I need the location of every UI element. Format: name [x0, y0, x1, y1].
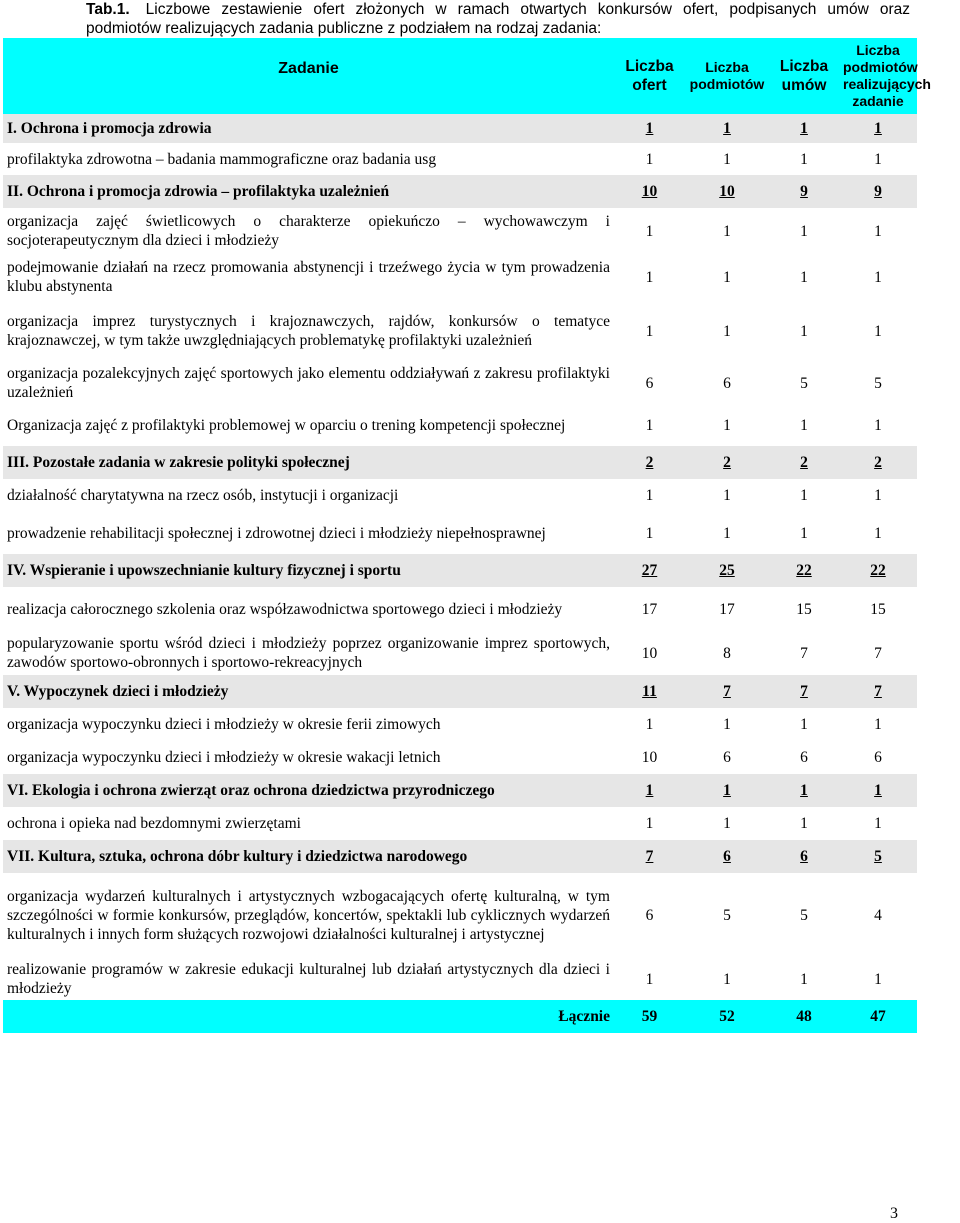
entities-count: 1 [723, 524, 731, 542]
implementing-count: 1 [874, 815, 882, 832]
header-row [3, 38, 917, 114]
table-title: Liczbowe zestawienie ofert złożonych w ramach otwartych konkursów ofert, podpisanych umów oraz podmiotów realizujących zadania publiczne z podziałem na rodzaj zadania: [86, 1, 910, 37]
task-label: organizacja pozalekcyjnych zajęć sportowych jako elementu oddziaływań z zakresu profilaktyki uzależnień [7, 365, 610, 401]
category-row [3, 175, 917, 208]
entities-count: 1 [723, 487, 731, 504]
contracts-count: 1 [800, 815, 808, 832]
total-row [3, 1000, 917, 1033]
contracts-count: 1 [800, 970, 808, 988]
category-row [3, 675, 917, 708]
offers-count: 11 [614, 675, 685, 708]
total-label: Łącznie [3, 1000, 614, 1033]
category-row [3, 840, 917, 873]
offers-count: 1 [645, 416, 654, 434]
entities-count: 7 [685, 675, 769, 708]
table-number: Tab.1. [86, 1, 130, 18]
category-row [3, 114, 917, 143]
task-label: organizacja imprez turystycznych i krajoznawczych, rajdów, konkursów o tematyce krajoznawczej, w tym także uwzględniających problematykę profilaktyki uzależnień [7, 313, 610, 349]
offers-count: 1 [645, 970, 654, 988]
offers-count: 1 [645, 716, 654, 733]
implementing-count: 1 [839, 774, 917, 807]
implementing-count: 1 [839, 114, 917, 143]
contracts-count: 9 [769, 175, 839, 208]
offers-count: 1 [645, 487, 654, 504]
task-label: realizowanie programów w zakresie edukacji kulturalnej lub działań artystycznych dla dzieci i młodzieży [7, 961, 610, 997]
task-label: Organizacja zajęć z profilaktyki problemowej w oparciu o trening kompetencji społecznej [7, 416, 566, 434]
implementing-count: 6 [874, 749, 882, 766]
category-label: IV. Wspieranie i upowszechnianie kultury fizycznej i sportu [3, 554, 614, 587]
task-label: organizacja wypoczynku dzieci i młodzieży w okresie wakacji letnich [7, 749, 441, 766]
task-label: podejmowanie działań na rzecz promowania abstynencji i trzeźwego życia w tym prowadzenia klubu abstynenta [7, 259, 610, 295]
task-row [3, 958, 917, 1000]
task-row [3, 300, 917, 362]
entities-count: 1 [723, 222, 731, 240]
contracts-count: 7 [769, 675, 839, 708]
header-task: Zadanie [3, 38, 614, 114]
total-entities: 52 [685, 1000, 769, 1033]
implementing-count: 7 [839, 675, 917, 708]
implementing-count: 1 [874, 716, 882, 733]
total-implementing: 47 [839, 1000, 917, 1033]
task-label: organizacja wydarzeń kulturalnych i artystycznych wzbogacających ofertę kulturalną, w tym szczególności w formie konkursów, przeglądów, koncertów, spektakli lub cyklicznych wydarzeń kulturalnych i innych form służących rozwojowi działalności kulturalnej i artystycznej [7, 888, 610, 943]
task-label: organizacja zajęć świetlicowych o charakterze opiekuńczo – wychowawczym i socjoterapeutycznym dla dzieci i młodzieży [7, 213, 610, 249]
task-label: popularyzowanie sportu wśród dzieci i młodzieży poprzez organizowanie imprez sportowych, zawodów sportowo-obronnych i sportowo-rekreacyjnych [7, 635, 610, 671]
category-row [3, 446, 917, 479]
task-row [3, 741, 917, 774]
entities-count: 6 [723, 374, 731, 392]
implementing-count: 1 [874, 524, 882, 542]
task-row [3, 362, 917, 404]
implementing-count: 22 [839, 554, 917, 587]
contracts-count: 6 [769, 840, 839, 873]
offers-count: 6 [645, 374, 654, 392]
implementing-count: 1 [874, 416, 882, 434]
task-label: ochrona i opieka nad bezdomnymi zwierzętami [7, 815, 301, 832]
entities-count: 1 [723, 815, 731, 832]
entities-count: 1 [723, 268, 731, 286]
offers-count: 10 [641, 749, 658, 766]
entities-count: 1 [723, 716, 731, 733]
category-label: VII. Kultura, sztuka, ochrona dóbr kultury i dziedzictwa narodowego [3, 840, 614, 873]
offers-count: 6 [645, 907, 654, 924]
page-number: 3 [890, 1205, 898, 1222]
contracts-count: 1 [800, 416, 808, 434]
entities-count: 6 [723, 749, 731, 766]
contracts-count: 15 [796, 600, 812, 618]
entities-count: 2 [685, 446, 769, 479]
offers-count: 1 [645, 268, 654, 286]
contracts-count: 1 [769, 774, 839, 807]
entities-count: 8 [723, 644, 731, 662]
offers-count: 1 [645, 150, 654, 168]
contracts-count: 1 [800, 487, 808, 504]
task-row [3, 631, 917, 675]
implementing-count: 5 [874, 374, 882, 392]
contracts-count: 5 [800, 374, 808, 392]
offers-count: 7 [614, 840, 685, 873]
entities-count: 5 [723, 907, 731, 924]
entities-count: 1 [723, 322, 731, 340]
offers-count: 17 [641, 600, 658, 618]
contracts-count: 7 [800, 644, 808, 662]
entities-count: 1 [723, 150, 731, 168]
category-label: VI. Ekologia i ochrona zwierząt oraz ochrona dziedzictwa przyrodniczego [3, 774, 614, 807]
header-offers: Liczba ofert [614, 38, 685, 114]
contracts-count: 22 [769, 554, 839, 587]
task-row [3, 479, 917, 512]
entities-count: 25 [685, 554, 769, 587]
implementing-count: 1 [874, 268, 882, 286]
implementing-count: 2 [839, 446, 917, 479]
summary-table [3, 38, 931, 1033]
entities-count: 1 [685, 774, 769, 807]
contracts-count: 1 [800, 150, 808, 168]
implementing-count: 1 [874, 487, 882, 504]
task-row [3, 208, 917, 254]
entities-count: 1 [685, 114, 769, 143]
contracts-count: 1 [769, 114, 839, 143]
entities-count: 1 [723, 416, 731, 434]
task-row [3, 254, 917, 300]
contracts-count: 1 [800, 524, 808, 542]
task-label: prowadzenie rehabilitacji społecznej i zdrowotnej dzieci i młodzieży niepełnosprawnej [7, 524, 546, 542]
entities-count: 10 [685, 175, 769, 208]
task-row [3, 143, 917, 175]
contracts-count: 1 [800, 268, 808, 286]
category-row [3, 774, 917, 807]
task-label: realizacja całorocznego szkolenia oraz współzawodnictwa sportowego dzieci i młodzieży [7, 600, 563, 618]
entities-count: 6 [685, 840, 769, 873]
task-row [3, 708, 917, 741]
offers-count: 1 [645, 815, 654, 832]
category-label: III. Pozostałe zadania w zakresie polityki społecznej [3, 446, 614, 479]
implementing-count: 15 [870, 600, 886, 618]
table-caption [86, 0, 910, 38]
implementing-count: 1 [874, 322, 882, 340]
header-entities: Liczba podmiotów [685, 38, 769, 114]
task-row [3, 587, 917, 631]
contracts-count: 2 [769, 446, 839, 479]
category-label: II. Ochrona i promocja zdrowia – profilaktyka uzależnień [3, 175, 614, 208]
offers-count: 10 [641, 644, 658, 662]
offers-count: 1 [614, 114, 685, 143]
offers-count: 1 [645, 322, 654, 340]
entities-count: 17 [719, 600, 735, 618]
contracts-count: 1 [800, 222, 808, 240]
header-contracts: Liczba umów [769, 38, 839, 114]
offers-count: 1 [614, 774, 685, 807]
offers-count: 10 [614, 175, 685, 208]
implementing-count: 7 [874, 644, 882, 662]
contracts-count: 5 [800, 907, 808, 924]
total-contracts: 48 [769, 1000, 839, 1033]
category-row [3, 554, 917, 587]
implementing-count: 1 [874, 970, 882, 988]
offers-count: 2 [614, 446, 685, 479]
task-row [3, 512, 917, 554]
implementing-count: 9 [839, 175, 917, 208]
implementing-count: 5 [839, 840, 917, 873]
contracts-count: 1 [800, 322, 808, 340]
task-label: organizacja wypoczynku dzieci i młodzieży w okresie ferii zimowych [7, 716, 441, 733]
task-row [3, 404, 917, 446]
entities-count: 1 [723, 970, 731, 988]
task-label: działalność charytatywna na rzecz osób, instytucji i organizacji [7, 487, 399, 504]
implementing-count: 1 [874, 150, 882, 168]
task-row [3, 807, 917, 840]
offers-count: 27 [614, 554, 685, 587]
implementing-count: 1 [874, 222, 882, 240]
category-label: I. Ochrona i promocja zdrowia [3, 114, 614, 143]
contracts-count: 1 [800, 716, 808, 733]
task-row [3, 873, 917, 958]
total-offers: 59 [614, 1000, 685, 1033]
task-label: profilaktyka zdrowotna – badania mammograficzne oraz badania usg [7, 150, 437, 168]
offers-count: 1 [645, 524, 654, 542]
implementing-count: 4 [874, 907, 882, 924]
offers-count: 1 [645, 222, 654, 240]
header-implementing: Liczba podmiotów realizujących zadanie [839, 38, 917, 114]
contracts-count: 6 [800, 749, 808, 766]
category-label: V. Wypoczynek dzieci i młodzieży [3, 675, 614, 708]
